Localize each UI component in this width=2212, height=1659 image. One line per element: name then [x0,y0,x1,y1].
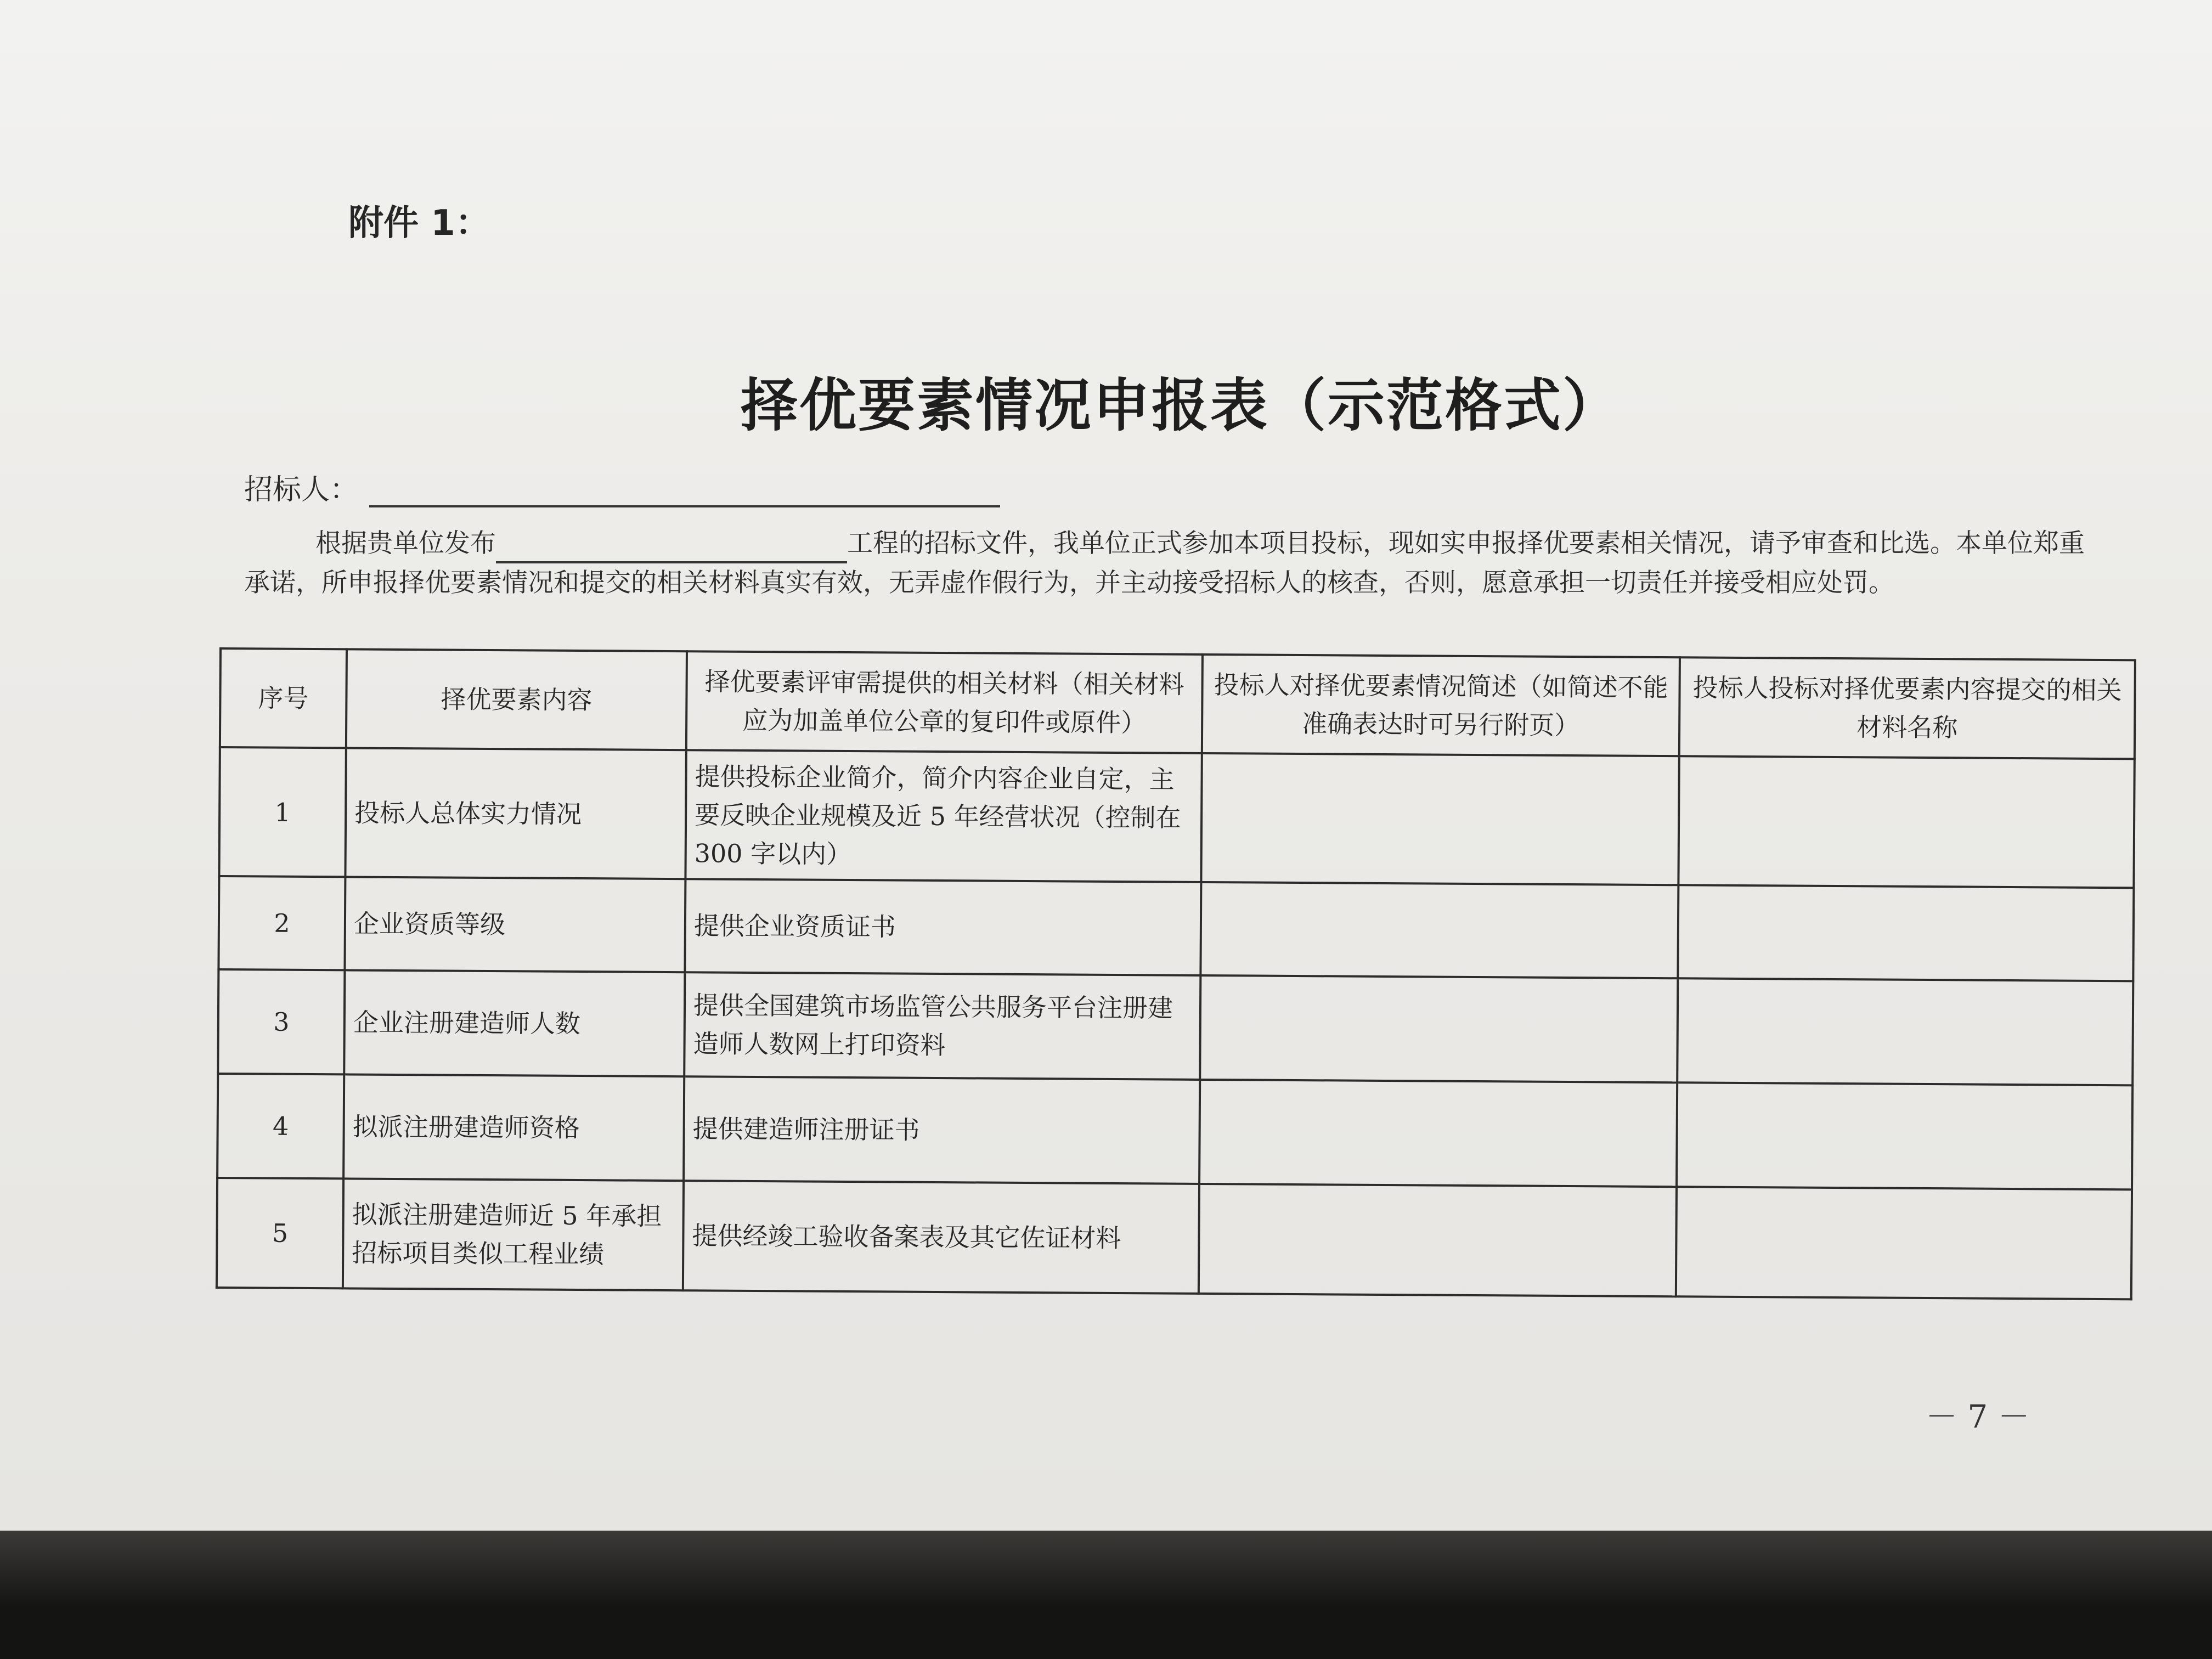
row-names-cell[interactable] [1677,1082,2132,1189]
table-row [219,747,2134,888]
header-material-names: 投标人投标对择优要素内容提交的相关材料名称 [1679,657,2135,759]
row-names-cell[interactable] [1677,978,2133,1085]
row-content: 企业资质等级 [345,877,685,972]
row-names-cell[interactable] [1678,885,2134,981]
row-content: 拟派注册建造师近 5 年承担招标项目类似工程业绩 [343,1178,684,1290]
document-title: 择优要素情况申报表（示范格式） [741,372,1622,439]
bidder-line [244,466,1000,507]
row-materials: 提供全国建筑市场监管公共服务平台注册建造师人数网上打印资料 [684,972,1200,1080]
row-materials: 提供经竣工验收备案表及其它佐证材料 [683,1181,1199,1294]
row-summary-cell[interactable] [1199,1080,1677,1187]
header-materials: 择优要素评审需提供的相关材料（相关材料应为加盖单位公章的复印件或原件） [686,651,1203,753]
page-number: － 7 － [1926,1398,2030,1435]
row-summary-cell[interactable] [1200,975,1678,1082]
header-no: 序号 [220,648,347,748]
row-content: 拟派注册建造师资格 [343,1074,684,1181]
row-materials: 提供投标企业简介，简介内容企业自定，主要反映企业规模及近 5 年经营状况（控制在 300 字以内） [685,750,1201,882]
row-number: 1 [219,747,346,877]
table-row [217,1074,2132,1189]
table-row [217,1178,2132,1299]
header-summary: 投标人对择优要素情况简述（如简述不能准确表达时可另行附页） [1202,654,1680,756]
row-number: 5 [217,1178,343,1288]
row-content: 企业注册建造师人数 [344,970,685,1076]
row-number: 2 [218,876,345,970]
table-row [218,969,2133,1085]
row-names-cell[interactable] [1678,756,2134,888]
table-header-row [220,648,2135,759]
bidder-label: 招标人： [244,473,359,506]
paragraph-start: 根据贵单位发布 [315,528,496,558]
project-name-blank-field[interactable] [496,537,847,563]
bidder-blank-field[interactable] [369,478,1000,507]
row-summary-cell[interactable] [1200,882,1678,978]
background-surface [0,1531,2212,1659]
row-materials: 提供企业资质证书 [685,879,1201,975]
row-materials: 提供建造师注册证书 [684,1076,1200,1184]
header-content: 择优要素内容 [346,649,687,750]
paragraph-rest: 工程的招标文件，我单位正式参加本项目投标，现如实申报择优要素相关情况，请予审查和比选。本单位郑重承诺，所申报择优要素情况和提交的相关材料真实有效，无弄虚作假行为，并主动接受招标人的核查，否则，愿意承担一切责任并接受相应处罚。 [244,528,2085,598]
row-number: 4 [217,1074,344,1178]
declaration-paragraph [244,524,2109,603]
table-row [218,876,2134,981]
declaration-table [216,647,2136,1300]
row-number: 3 [218,969,345,1074]
row-summary-cell[interactable] [1201,753,1679,885]
attachment-label: 附件 1： [348,203,490,244]
row-content: 投标人总体实力情况 [345,748,686,879]
row-names-cell[interactable] [1676,1187,2132,1299]
row-summary-cell[interactable] [1199,1184,1677,1296]
